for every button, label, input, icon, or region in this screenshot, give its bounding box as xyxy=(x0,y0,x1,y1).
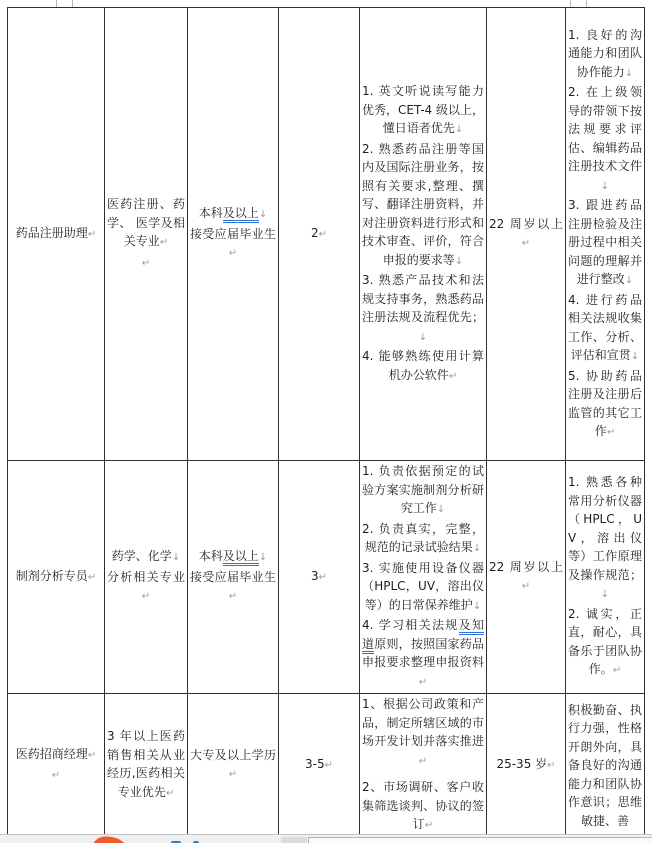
pilcrow-mark-icon: ↵ xyxy=(612,665,622,677)
table-cell[interactable] xyxy=(188,461,279,694)
table-cell[interactable] xyxy=(279,8,360,461)
pilcrow-mark-icon: ↵ xyxy=(318,571,328,583)
paragraph xyxy=(107,547,185,568)
text-run: 3. 熟悉产品技术和法规支持事务，熟悉药品注册法规及流程优先； xyxy=(362,273,484,324)
paragraph xyxy=(107,253,185,274)
line-break-mark-icon: ↓ xyxy=(624,67,634,79)
text-run: 2 xyxy=(310,225,319,240)
text-run: 大专及以上学历 xyxy=(190,747,276,762)
text-run: 2. 在上级领导的带领下按法规要求评估、编辑药品注册技术文件 xyxy=(568,85,642,173)
text-run: 5. 协助药品注册及注册后监管的其它工作 xyxy=(568,368,642,438)
table-cell[interactable] xyxy=(8,461,105,694)
pilcrow-mark-icon: ↵ xyxy=(165,787,175,799)
pilcrow-mark-icon: ↵ xyxy=(87,571,97,583)
paragraph xyxy=(362,520,484,559)
text-run: 4. 进行药品相关法规收集工作、分析、评估和宣贯 xyxy=(568,292,642,362)
pilcrow-mark-icon: ↵ xyxy=(51,770,61,782)
paragraph xyxy=(362,695,484,771)
table-cell[interactable] xyxy=(566,8,645,461)
line-break-mark-icon: ↓ xyxy=(600,180,610,192)
pilcrow-mark-icon: ↵ xyxy=(418,676,428,688)
pilcrow-mark-icon: ↵ xyxy=(424,820,434,831)
table-row xyxy=(8,694,645,838)
text-run: 2、市场调研、客户收集筛选谈判、协议的签订 xyxy=(362,780,484,831)
text-run: 药品注册助理 xyxy=(15,225,88,240)
pilcrow-mark-icon: ↵ xyxy=(606,427,616,438)
paragraph xyxy=(489,215,563,254)
paragraph xyxy=(568,473,642,605)
pilcrow-mark-icon: ↵ xyxy=(547,760,556,771)
text-run: 接受应届毕业生 xyxy=(190,569,276,584)
grammar-underline-text: 及以上 xyxy=(223,206,259,223)
table-cell[interactable] xyxy=(105,694,188,838)
line-break-mark-icon: ↓ xyxy=(418,331,428,343)
paragraph xyxy=(362,347,484,386)
table-cell[interactable] xyxy=(188,694,279,838)
table-body xyxy=(8,8,645,838)
table-cell[interactable] xyxy=(279,461,360,694)
table-cell[interactable] xyxy=(8,8,105,461)
table-cell[interactable] xyxy=(487,694,566,838)
pilcrow-mark-icon: ↵ xyxy=(87,749,97,761)
paragraph xyxy=(568,83,642,196)
pilcrow-mark-icon: ↵ xyxy=(418,755,428,767)
pilcrow-mark-icon: ↵ xyxy=(318,228,328,240)
text-run: 1. 熟悉各种常用分析仪器（HPLC，UV，溶出仪等）工作原理及操作规范； xyxy=(568,475,642,582)
paragraph xyxy=(568,196,642,291)
pilcrow-mark-icon: ↵ xyxy=(141,591,151,603)
line-break-mark-icon: ↓ xyxy=(258,209,268,221)
paragraph xyxy=(489,755,563,776)
line-break-mark-icon: ↓ xyxy=(454,124,464,135)
text-run: 药学、化学 xyxy=(111,549,172,564)
text-run: 3. 跟进药品注册检验及注册过程中相关问题的理解并进行整改 xyxy=(568,198,642,286)
line-break-mark-icon: ↓ xyxy=(624,275,634,286)
text-run: 本科 xyxy=(198,206,223,221)
pilcrow-mark-icon: ↵ xyxy=(87,228,97,240)
pilcrow-mark-icon: ↵ xyxy=(324,760,333,771)
text-run: 2. 负责真实，完整，规范的记录试验结果 xyxy=(362,521,484,554)
line-break-mark-icon: ↓ xyxy=(472,600,482,612)
text-run: 1、根据公司政策和产品，制定所辖区域的市场开发计划并落实推进 xyxy=(362,697,484,748)
text-run: 医药招商经理 xyxy=(15,746,88,761)
line-break-mark-icon: ↓ xyxy=(454,255,464,267)
paragraph xyxy=(281,567,357,588)
paragraph xyxy=(362,462,484,520)
line-break-mark-icon: ↓ xyxy=(171,552,181,564)
text-run: 积极勤奋、执行力强，性格开朗外向，具备良好的沟通能力和团队协作意识；思维敏捷、善 xyxy=(568,702,642,828)
text-run: 4. 学习相关法规 xyxy=(362,618,459,632)
pilcrow-mark-icon: ↵ xyxy=(141,257,151,269)
text-run: 医药注册、药学、 医学及相关专业 xyxy=(107,197,185,248)
text-run: 本科 xyxy=(198,549,223,564)
text-run: 分析相关专业 xyxy=(107,569,185,584)
table-cell[interactable] xyxy=(360,8,487,461)
paragraph xyxy=(190,568,276,607)
paragraph xyxy=(362,82,484,140)
table-cell[interactable] xyxy=(360,694,487,838)
table-cell[interactable] xyxy=(188,8,279,461)
paragraph xyxy=(568,26,642,84)
table-cell[interactable] xyxy=(487,8,566,461)
paragraph xyxy=(362,559,484,617)
text-run: 3 xyxy=(310,568,319,583)
paragraph xyxy=(10,224,102,245)
grammar-underline-text: 及以上 xyxy=(223,549,259,566)
pilcrow-mark-icon: ↵ xyxy=(521,238,531,249)
table-cell[interactable] xyxy=(566,694,645,838)
text-run: 原则，按照国家药品申报要求整理申报资料 xyxy=(362,636,484,669)
table-cell[interactable] xyxy=(566,461,645,694)
line-break-mark-icon: ↓ xyxy=(600,589,610,601)
table-row xyxy=(8,461,645,694)
paragraph xyxy=(190,547,276,568)
job-postings-table xyxy=(7,7,645,838)
text-run: 25-35 岁 xyxy=(496,757,548,771)
paragraph xyxy=(568,367,642,443)
text-run: 制剂分析专员 xyxy=(15,568,88,583)
table-cell[interactable] xyxy=(360,461,487,694)
table-row xyxy=(8,8,645,461)
orange-app-icon[interactable] xyxy=(92,836,126,843)
line-break-mark-icon: ↓ xyxy=(472,543,482,554)
text-run: 接受应届毕业生 xyxy=(190,226,276,241)
paragraph xyxy=(107,568,185,607)
pilcrow-mark-icon: ↵ xyxy=(228,248,238,260)
text-run: 3. 实施使用设备仪器（HPLC，UV，溶出仪等）的日常保养维护 xyxy=(362,560,484,612)
paragraph xyxy=(281,755,357,776)
text-run: 2. 诚实，正直，耐心，具备乐于团队协作。 xyxy=(568,606,642,677)
pilcrow-mark-icon: ↵ xyxy=(228,769,238,781)
pilcrow-mark-icon: ↵ xyxy=(521,581,531,592)
paragraph xyxy=(362,140,484,272)
paragraph xyxy=(362,778,484,836)
paragraph xyxy=(281,224,357,245)
text-run: 3-5 xyxy=(305,757,325,771)
paragraph xyxy=(568,605,642,681)
table-cell[interactable] xyxy=(8,694,105,838)
paragraph xyxy=(10,765,102,786)
window-top-edge xyxy=(308,837,652,843)
paragraph xyxy=(107,727,185,803)
paragraph xyxy=(362,271,484,347)
text-run: 1. 负责依据预定的试验方案实施制剂分析研究工作 xyxy=(362,464,484,515)
text-run: 4. 能够熟练使用计算机办公软件 xyxy=(362,349,484,382)
paragraph xyxy=(190,746,276,785)
paragraph xyxy=(190,204,276,225)
table-cell[interactable] xyxy=(279,694,360,838)
line-break-mark-icon: ↓ xyxy=(258,552,268,564)
table-cell[interactable] xyxy=(105,461,188,694)
grammar-underline-text: 及知道 xyxy=(362,618,484,654)
table-cell[interactable] xyxy=(105,8,188,461)
text-run: 2. 熟悉药品注册等国内及国际注册业务，按照有关要求,整理、撰写、翻译注册资料，并对注册资料进行形式和技术审查、评价，符合申报的要求等 xyxy=(362,141,484,267)
paragraph xyxy=(10,567,102,588)
text-run: 1. 良好的沟通能力和团队协作能力 xyxy=(568,27,642,79)
paragraph xyxy=(362,616,484,692)
text-run: 3 年以上医药销售相关从业经历,医药相关专业优先 xyxy=(107,729,185,799)
text-run: 1. 英文听说读写能力优秀，CET-4 级以上，懂日语者优先 xyxy=(362,84,484,135)
paragraph xyxy=(107,195,185,253)
pilcrow-mark-icon: ↵ xyxy=(159,237,169,248)
table-cell[interactable] xyxy=(487,461,566,694)
text-run: 22 周岁以上 xyxy=(489,216,563,231)
text-run: 22 周岁以上 xyxy=(489,559,563,574)
window-edge-tab xyxy=(281,837,307,843)
paragraph xyxy=(568,291,642,367)
line-break-mark-icon: ↓ xyxy=(436,504,446,515)
pilcrow-mark-icon: ↵ xyxy=(228,591,238,603)
bottom-band xyxy=(0,834,652,843)
line-break-mark-icon: ↓ xyxy=(630,351,640,362)
pilcrow-mark-icon: ↵ xyxy=(448,370,458,382)
paragraph xyxy=(190,225,276,264)
paragraph xyxy=(568,701,642,831)
paragraph xyxy=(489,558,563,597)
paragraph xyxy=(10,745,102,766)
